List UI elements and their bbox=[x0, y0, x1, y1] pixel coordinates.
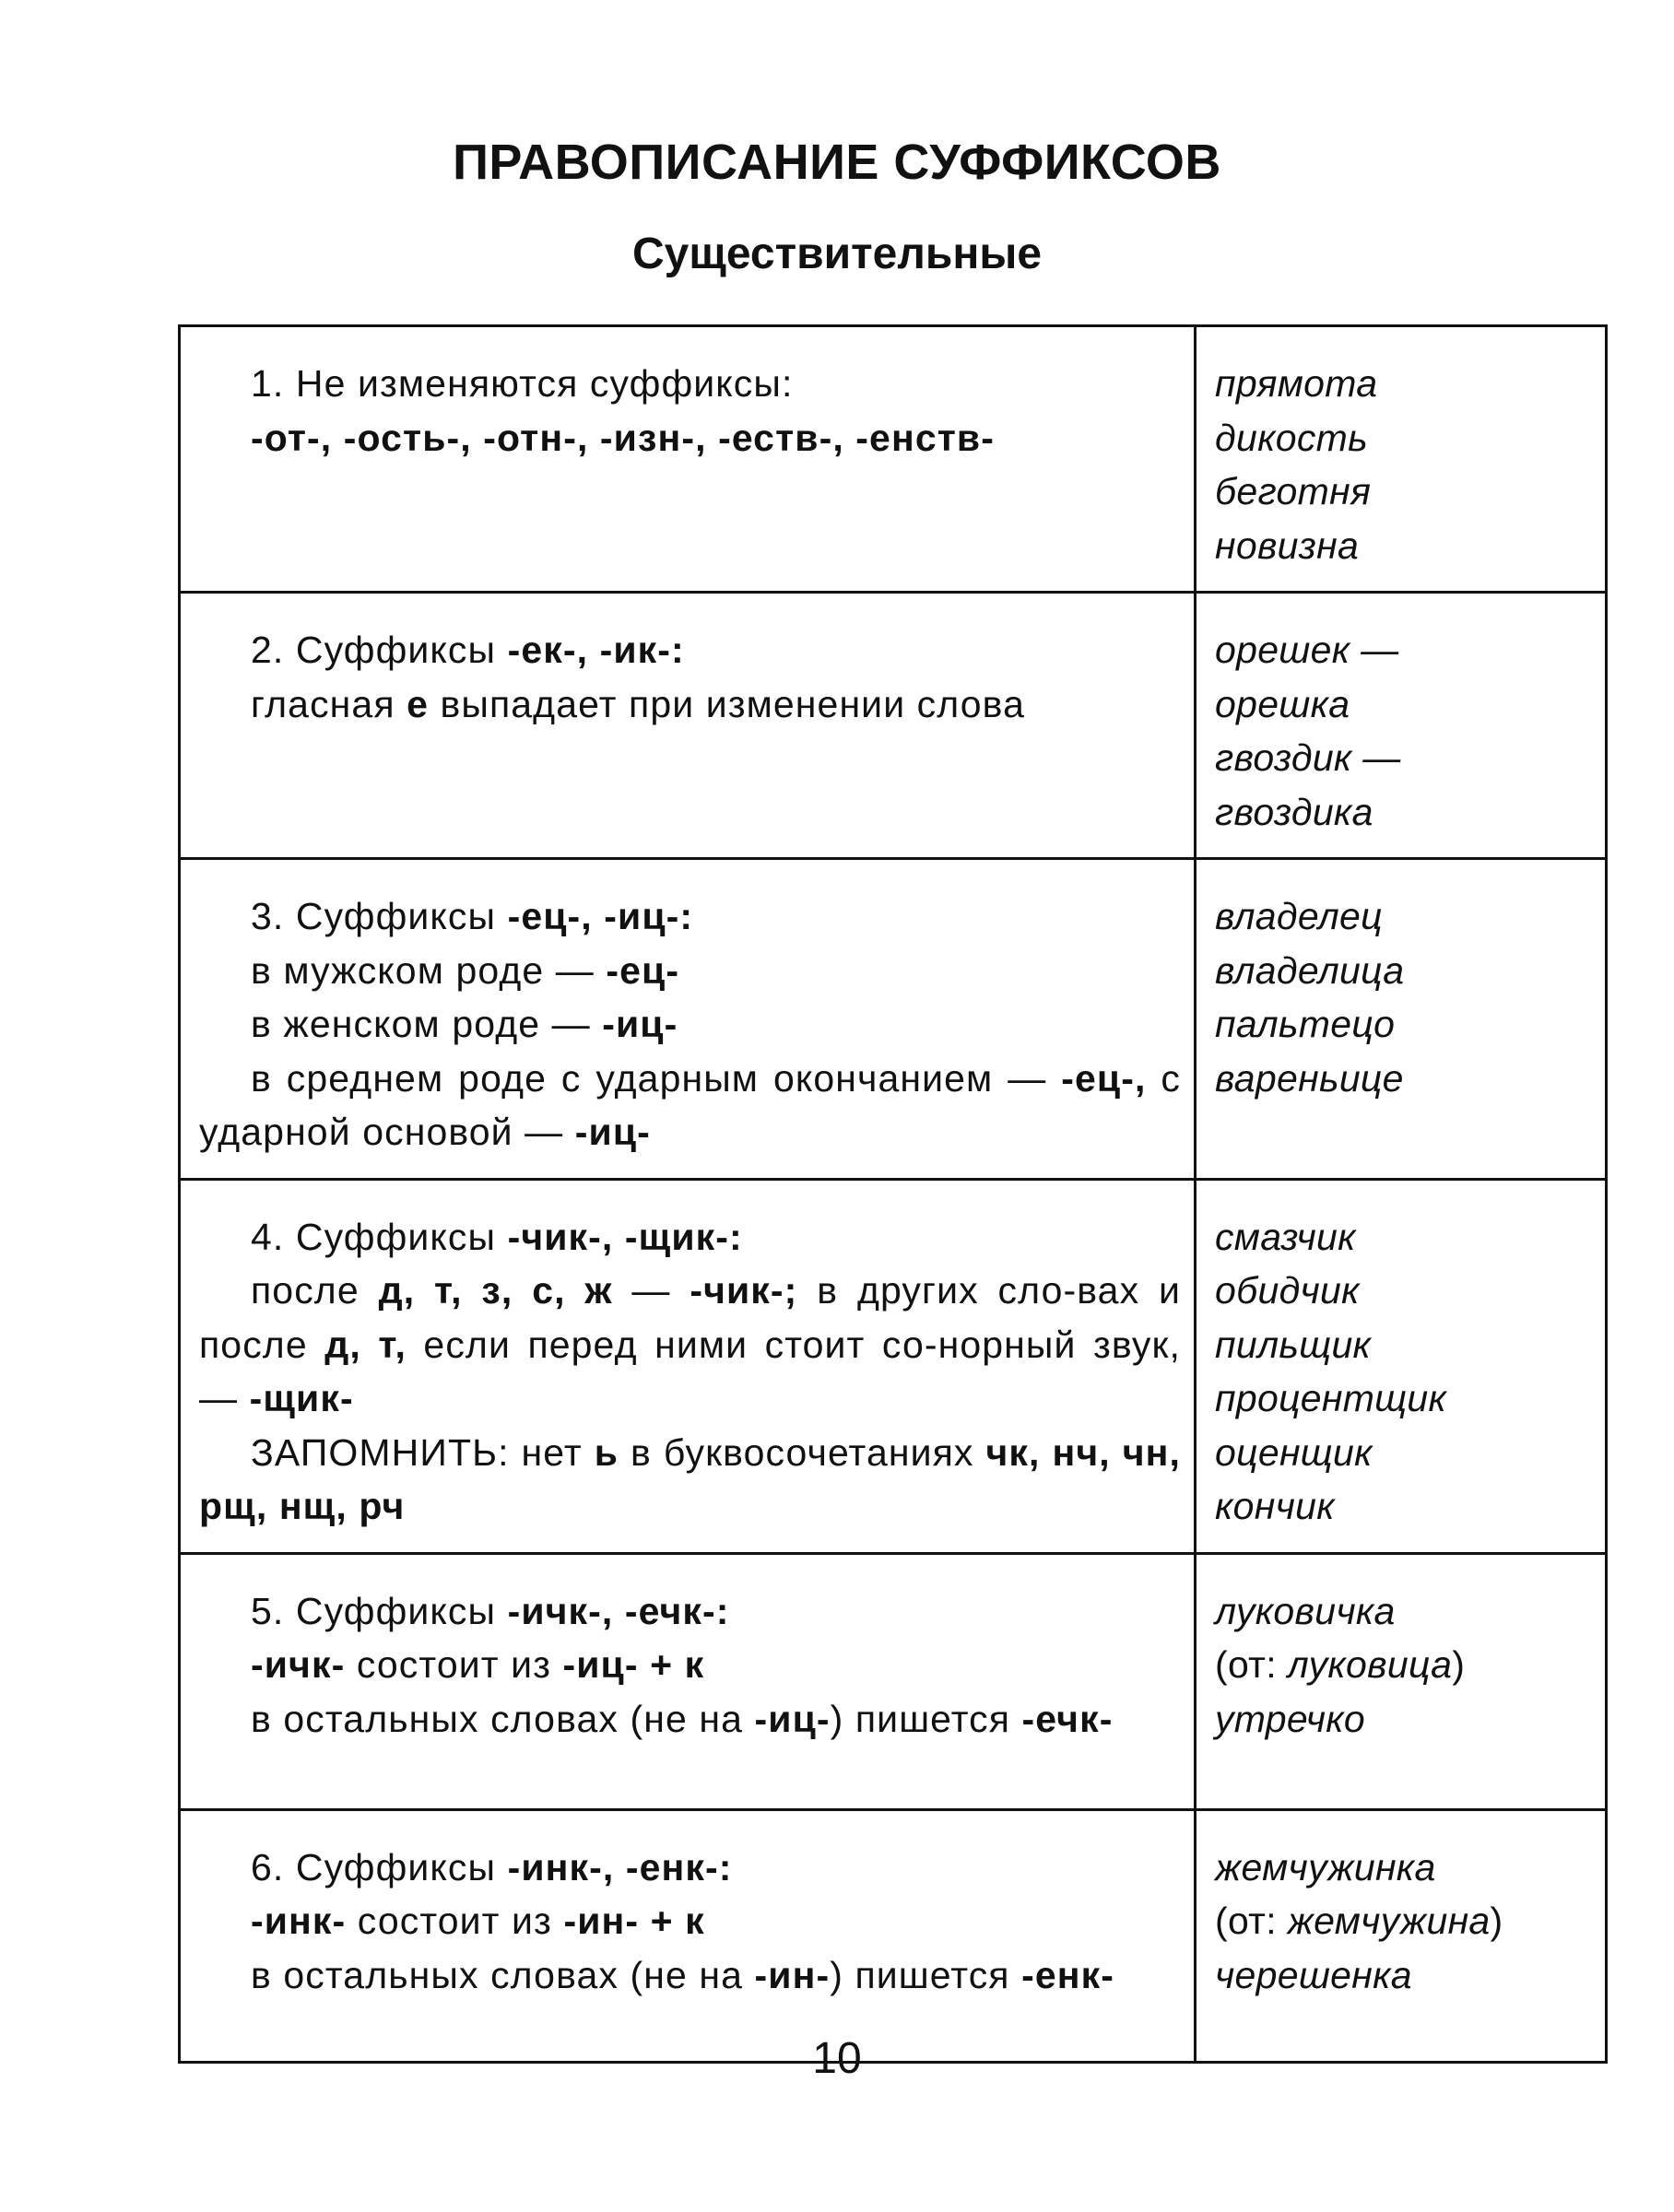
suffix-emphasis: -иц- + к bbox=[562, 1643, 705, 1686]
text-segment: ) пишется bbox=[830, 1697, 1022, 1740]
example-word bbox=[1215, 1426, 1592, 1480]
text-segment: обидчик bbox=[1215, 1269, 1360, 1312]
text-segment: смазчик bbox=[1215, 1215, 1356, 1258]
suffix-emphasis: -ичк- bbox=[251, 1643, 346, 1686]
example-word bbox=[1215, 411, 1592, 465]
example-word bbox=[1215, 1841, 1592, 1895]
text-segment: (от: bbox=[1215, 1900, 1288, 1942]
text-segment: 1. Не изменяются суффиксы: bbox=[251, 362, 794, 405]
text-segment: в других сло-вах и после bbox=[199, 1269, 1181, 1366]
text-segment: в буквосочетаниях bbox=[619, 1430, 986, 1474]
example-word bbox=[1215, 623, 1592, 677]
rule-line bbox=[199, 1052, 1181, 1159]
text-segment: — bbox=[612, 1269, 690, 1312]
suffix-emphasis: д, т, bbox=[324, 1323, 407, 1366]
suffix-emphasis: -иц- bbox=[602, 1003, 678, 1045]
text-segment: жемчужинка bbox=[1215, 1845, 1436, 1888]
text-segment: процентщик bbox=[1215, 1377, 1447, 1419]
examples-cell bbox=[1196, 1809, 1607, 2062]
example-word bbox=[1215, 465, 1592, 519]
example-word bbox=[1215, 1210, 1592, 1265]
text-segment: гласная bbox=[251, 682, 407, 725]
rule-row bbox=[180, 1179, 1607, 1553]
rule-line bbox=[199, 944, 1181, 998]
example-word bbox=[1215, 785, 1592, 840]
text-segment: вареньице bbox=[1215, 1056, 1404, 1100]
suffix-emphasis: ь bbox=[594, 1430, 619, 1474]
text-segment: оценщик bbox=[1215, 1430, 1373, 1474]
suffix-emphasis: -енк- bbox=[1021, 1953, 1115, 1996]
suffix-emphasis: -чик-, -щик-: bbox=[507, 1215, 743, 1258]
example-word bbox=[1215, 1894, 1592, 1948]
rule-text-cell bbox=[180, 593, 1196, 859]
rule-text-cell bbox=[180, 326, 1196, 593]
text-segment: 5. Суффиксы bbox=[251, 1589, 508, 1632]
example-word bbox=[1215, 357, 1592, 411]
examples-cell bbox=[1196, 859, 1607, 1180]
text-segment: в мужском роде — bbox=[251, 948, 607, 992]
example-word bbox=[1215, 944, 1592, 998]
suffix-emphasis: -инк-, -енк-: bbox=[507, 1845, 733, 1888]
examples-cell bbox=[1196, 1553, 1607, 1809]
text-segment: в остальных словах (не на bbox=[251, 1953, 755, 1996]
suffix-emphasis: -ичк-, -ечк-: bbox=[507, 1589, 730, 1632]
suffix-emphasis: -ечк- bbox=[1021, 1697, 1114, 1740]
suffix-emphasis: д, т, з, с, ж bbox=[378, 1269, 613, 1312]
rule-line bbox=[199, 623, 1181, 677]
example-word bbox=[1215, 1052, 1592, 1106]
example-word bbox=[1215, 1584, 1592, 1639]
rule-line bbox=[199, 1948, 1181, 2003]
rule-line bbox=[199, 1638, 1181, 1692]
text-segment: в остальных словах (не на bbox=[251, 1697, 755, 1740]
suffix-emphasis: -ин- bbox=[754, 1953, 831, 1996]
text-segment: жемчужина bbox=[1287, 1900, 1491, 1942]
text-segment: 2. Суффиксы bbox=[251, 629, 508, 671]
section-subtitle: Существительные bbox=[631, 229, 1043, 278]
text-segment: гвоздик — bbox=[1215, 736, 1401, 779]
example-word bbox=[1215, 677, 1592, 732]
page-title: ПРАВОПИСАНИЕ СУФФИКСОВ bbox=[453, 135, 1221, 190]
text-segment: 3. Суффиксы bbox=[251, 895, 508, 937]
example-word bbox=[1215, 1479, 1592, 1534]
rule-text-cell bbox=[180, 1553, 1196, 1809]
rule-line bbox=[199, 1210, 1181, 1265]
example-word bbox=[1215, 1264, 1592, 1318]
text-segment: с ударной основой — bbox=[199, 1056, 1181, 1153]
example-word bbox=[1215, 1371, 1592, 1426]
suffix-emphasis: -иц- bbox=[754, 1697, 831, 1740]
text-segment: после bbox=[251, 1269, 379, 1312]
text-segment: пильщик bbox=[1215, 1323, 1372, 1366]
suffix-emphasis: -от-, -ость-, -отн-, -изн-, -еств-, -енств- bbox=[251, 416, 995, 459]
suffix-emphasis: -ец-, bbox=[1061, 1056, 1147, 1100]
suffix-emphasis: -щик- bbox=[249, 1377, 354, 1419]
text-segment: ЗАПОМНИТЬ: нет bbox=[251, 1430, 595, 1474]
rule-row bbox=[180, 1553, 1607, 1809]
text-segment: кончик bbox=[1215, 1485, 1335, 1527]
text-segment: беготня bbox=[1215, 470, 1372, 512]
text-segment: черешенка bbox=[1215, 1953, 1412, 1996]
text-segment: в среднем роде с ударным окончанием — bbox=[251, 1056, 1062, 1100]
suffix-emphasis: е bbox=[407, 682, 430, 725]
text-segment: состоит из bbox=[345, 1643, 563, 1686]
text-segment: 6. Суффиксы bbox=[251, 1845, 508, 1888]
rule-line bbox=[199, 1426, 1181, 1534]
text-segment: новизна bbox=[1215, 524, 1360, 567]
example-word bbox=[1215, 889, 1592, 944]
rule-text-cell bbox=[180, 1809, 1196, 2062]
rule-line bbox=[199, 411, 1181, 465]
rule-text-cell bbox=[180, 859, 1196, 1180]
text-segment: владелица bbox=[1215, 948, 1405, 992]
text-segment: состоит из bbox=[346, 1900, 564, 1942]
text-segment: (от: bbox=[1215, 1643, 1288, 1686]
rule-line bbox=[199, 997, 1181, 1052]
example-word bbox=[1215, 1638, 1592, 1692]
rule-line bbox=[199, 889, 1181, 944]
example-word bbox=[1215, 1318, 1592, 1372]
text-segment: пальтецо bbox=[1215, 1003, 1396, 1045]
text-segment: дикость bbox=[1215, 416, 1368, 459]
examples-cell bbox=[1196, 593, 1607, 859]
example-word bbox=[1215, 997, 1592, 1052]
rule-line bbox=[199, 1894, 1181, 1948]
suffix-emphasis: -чик-; bbox=[690, 1269, 798, 1312]
examples-cell bbox=[1196, 1179, 1607, 1553]
text-segment: утречко bbox=[1215, 1697, 1365, 1740]
text-segment: если перед ними стоит со-норный звук, — bbox=[199, 1323, 1181, 1419]
rule-line bbox=[199, 1584, 1181, 1639]
rule-line bbox=[199, 677, 1181, 732]
text-segment: выпадает при изменении слова bbox=[429, 682, 1025, 725]
text-segment: прямота bbox=[1215, 362, 1378, 405]
text-segment: 4. Суффиксы bbox=[251, 1215, 508, 1258]
suffix-emphasis: -ек-, -ик-: bbox=[507, 629, 685, 671]
suffix-emphasis: -иц- bbox=[574, 1111, 651, 1153]
rule-text-cell bbox=[180, 1179, 1196, 1553]
text-segment: ) bbox=[1490, 1900, 1503, 1942]
examples-cell bbox=[1196, 326, 1607, 593]
example-word bbox=[1215, 519, 1592, 573]
text-segment: владелец bbox=[1215, 895, 1383, 937]
rule-line bbox=[199, 1692, 1181, 1747]
suffix-emphasis: -ец- bbox=[606, 948, 680, 992]
text-segment: луковичка bbox=[1215, 1589, 1396, 1632]
rule-row bbox=[180, 326, 1607, 593]
rule-line bbox=[199, 1841, 1181, 1895]
text-segment: орешек — bbox=[1215, 629, 1399, 671]
text-segment: орешка bbox=[1215, 682, 1350, 725]
suffix-emphasis: чк, нч, чн, рщ, нщ, рч bbox=[199, 1430, 1182, 1527]
suffix-emphasis: -ец-, -иц-: bbox=[507, 895, 694, 937]
text-segment: в женском роде — bbox=[251, 1003, 603, 1045]
page-number: 10 bbox=[812, 2034, 862, 2083]
rule-line bbox=[199, 357, 1181, 411]
rule-line bbox=[199, 1264, 1181, 1426]
text-segment: луковица bbox=[1287, 1643, 1453, 1686]
text-segment: ) пишется bbox=[830, 1953, 1022, 1996]
suffix-rules-body bbox=[180, 326, 1607, 2063]
rule-row bbox=[180, 593, 1607, 859]
example-word bbox=[1215, 731, 1592, 785]
suffix-emphasis: -ин- + к bbox=[563, 1900, 705, 1942]
text-segment: ) bbox=[1452, 1643, 1466, 1686]
suffix-rules-table bbox=[178, 324, 1608, 2064]
suffix-emphasis: -инк- bbox=[251, 1900, 347, 1942]
rule-row bbox=[180, 1809, 1607, 2062]
rule-row bbox=[180, 859, 1607, 1180]
example-word bbox=[1215, 1692, 1592, 1747]
example-word bbox=[1215, 1948, 1592, 2003]
text-segment: гвоздика bbox=[1215, 790, 1373, 833]
